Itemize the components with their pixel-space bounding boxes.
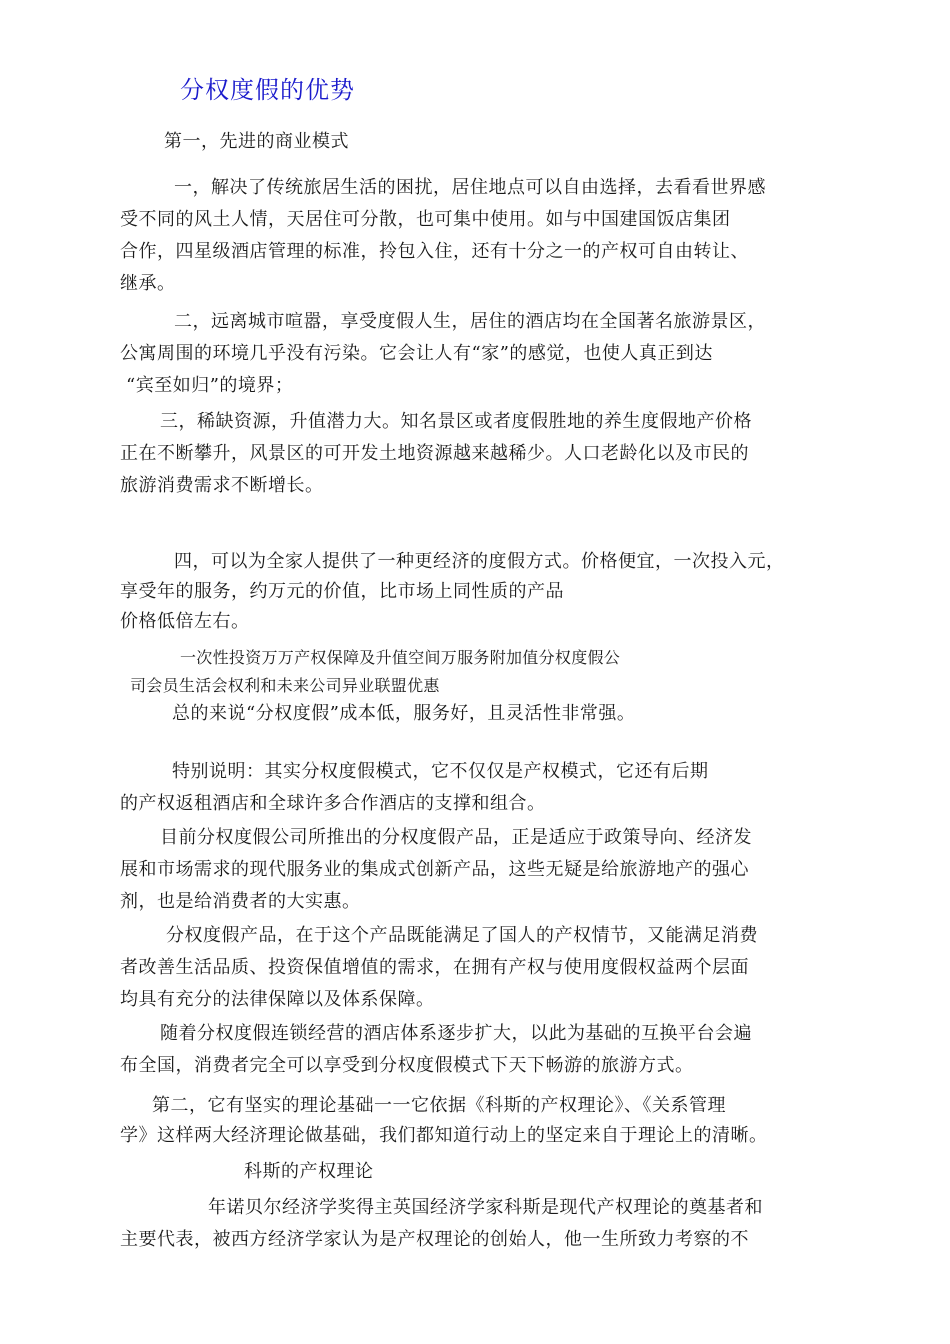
paragraph-line: 四，可以为全家人提供了一种更经济的度假方式。价格便宜，一次投入元， <box>174 551 785 572</box>
paragraph-line: 展和市场需求的现代服务业的集成式创新产品，这些无疑是给旅游地产的强心 <box>120 859 749 880</box>
paragraph-line: 主要代表，被西方经济学家认为是产权理论的创始人，他一生所致力考察的不 <box>120 1229 749 1250</box>
paragraph-line: 特别说明：其实分权度假模式，它不仅仅是产权模式，它还有后期 <box>172 761 709 782</box>
paragraph-line: 价格低倍左右。 <box>120 611 250 632</box>
paragraph-line: 随着分权度假连锁经营的酒店体系逐步扩大，以此为基础的互换平台会遍 <box>160 1023 752 1044</box>
paragraph-line: 合作，四星级酒店管理的标准，拎包入住，还有十分之一的产权可自由转让、 <box>120 241 749 262</box>
paragraph-line: 剂，也是给消费者的大实惠。 <box>120 891 361 912</box>
paragraph-line: 一次性投资万万产权保障及升值空间万服务附加值分权度假公 <box>180 648 621 667</box>
paragraph-line: 第二，它有坚实的理论基础一一它依据《科斯的产权理论》、《关系管理 <box>152 1095 726 1116</box>
paragraph-line: 年诺贝尔经济学奖得主英国经济学家科斯是现代产权理论的奠基者和 <box>208 1197 763 1218</box>
paragraph-line: 二，远离城市喧嚣，享受度假人生，居住的酒店均在全国著名旅游景区， <box>174 311 766 332</box>
paragraph-line: 三，稀缺资源，升值潜力大。知名景区或者度假胜地的养生度假地产价格 <box>160 411 752 432</box>
paragraph-line: 享受年的服务，约万元的价值，比市场上同性质的产品 <box>120 581 564 602</box>
paragraph-line: 均具有充分的法律保障以及体系保障。 <box>120 989 435 1010</box>
paragraph-line: 目前分权度假公司所推出的分权度假产品，正是适应于政策导向、经济发 <box>160 827 752 848</box>
paragraph-line: 分权度假产品，在于这个产品既能满足了国人的产权情节，又能满足消费 <box>166 925 758 946</box>
section-heading: 第一，先进的商业模式 <box>164 131 349 152</box>
paragraph-line: 一，解决了传统旅居生活的困扰，居住地点可以自由选择，去看看世界感 <box>174 177 766 198</box>
paragraph-line: 的产权返租酒店和全球许多合作酒店的支撑和组合。 <box>120 793 546 814</box>
paragraph-line: “宾至如归”的境界； <box>126 375 294 396</box>
paragraph-line: 布全国，消费者完全可以享受到分权度假模式下天下畅游的旅游方式。 <box>120 1055 694 1076</box>
paragraph-line: 者改善生活品质、投资保值增值的需求，在拥有产权与使用度假权益两个层面 <box>120 957 749 978</box>
paragraph-line: 总的来说“分权度假”成本低，服务好，且灵活性非常强。 <box>172 703 636 724</box>
paragraph-line: 司会员生活会权利和未来公司异业联盟优惠 <box>130 676 440 695</box>
paragraph-line: 学》这样两大经济理论做基础，我们都知道行动上的坚定来自于理论上的清晰。 <box>120 1125 768 1146</box>
paragraph-line: 正在不断攀升，风景区的可开发土地资源越来越稀少。人口老龄化以及市民的 <box>120 443 749 464</box>
paragraph-line: 公寓周围的环境几乎没有污染。它会让人有“家”的感觉，也使人真正到达 <box>120 343 713 364</box>
paragraph-line: 继承。 <box>120 273 176 294</box>
document-title: 分权度假的优势 <box>180 76 355 104</box>
paragraph-line: 旅游消费需求不断增长。 <box>120 475 324 496</box>
subsection-heading: 科斯的产权理论 <box>244 1161 374 1182</box>
paragraph-line: 受不同的风土人情，天居住可分散，也可集中使用。如与中国建国饭店集团 <box>120 209 731 230</box>
